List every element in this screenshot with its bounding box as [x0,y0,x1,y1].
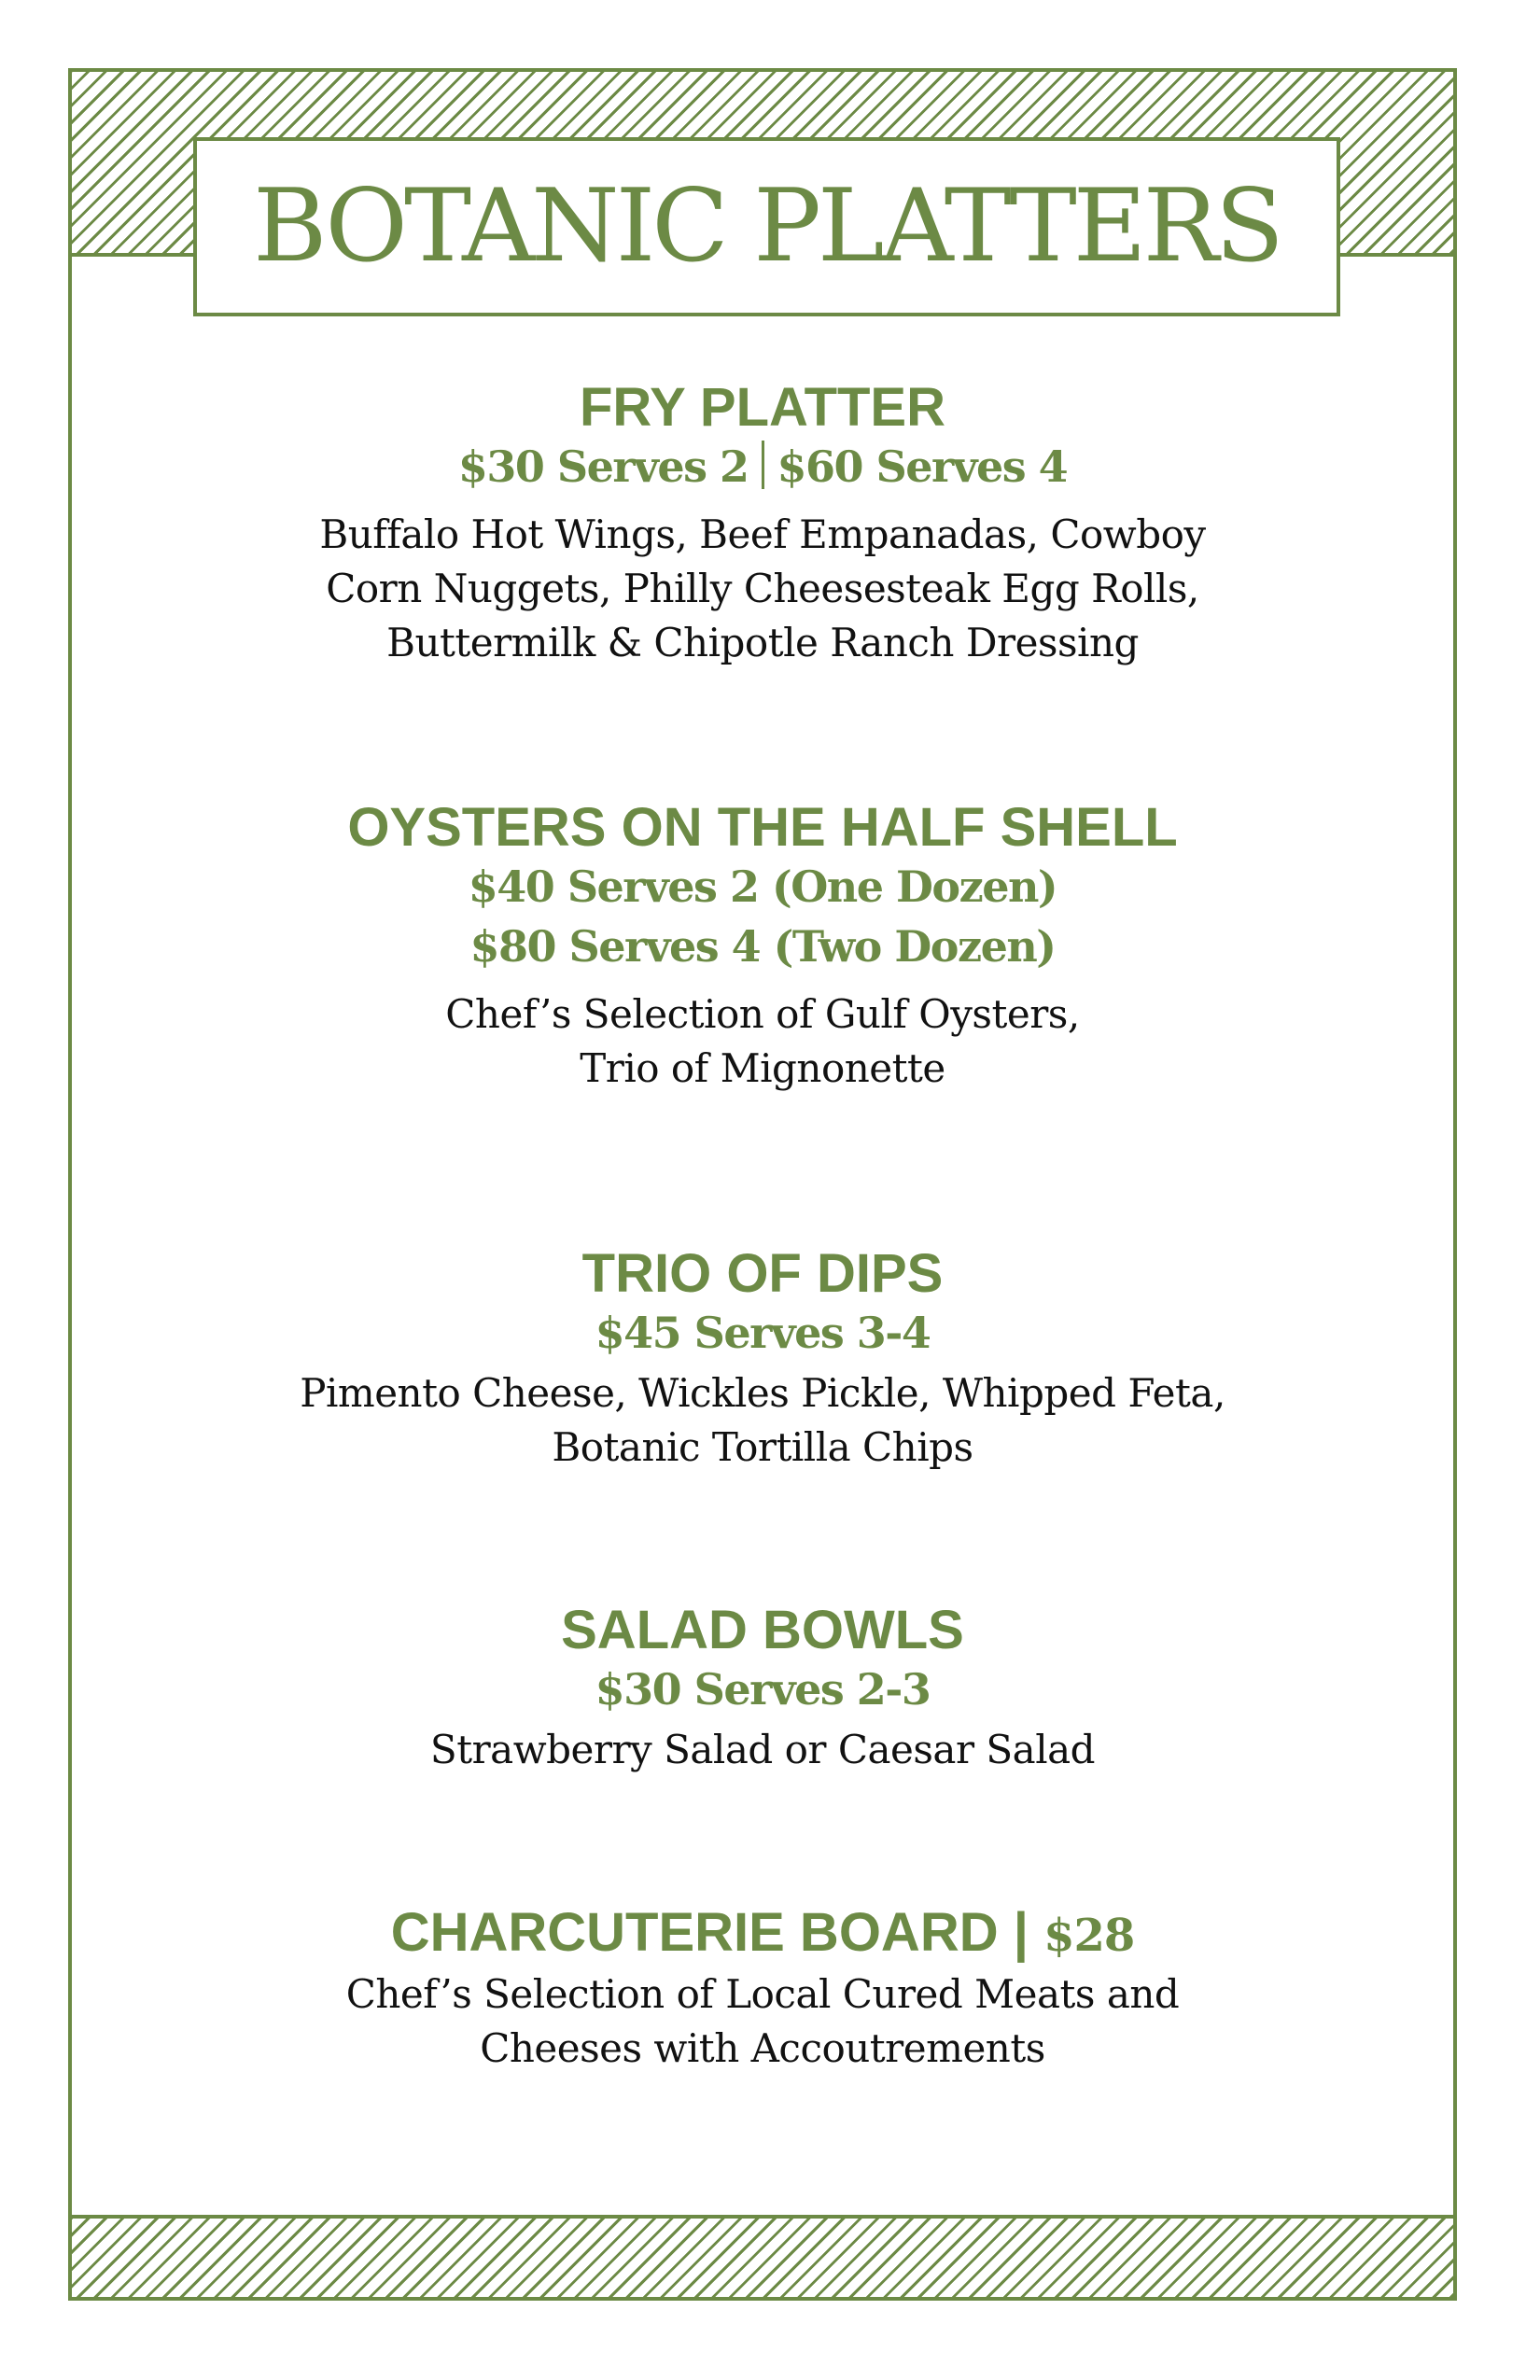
description-line: Chef’s Selection of Gulf Oysters, [445,991,1080,1038]
description-line: Botanic Tortilla Chips [552,1423,973,1470]
section-name: FRY PLATTER [579,377,946,438]
section-name: OYSTERS ON THE HALF SHELL [347,797,1178,858]
section-salad-bowls [68,1598,1457,1777]
price-divider: | [1013,1902,1029,1963]
section-fry-platter [68,375,1457,670]
section-name: TRIO OF DIPS [581,1243,944,1304]
menu-title: BOTANIC PLATTERS [253,168,1281,285]
description-line: Trio of Mignonette [580,1045,945,1092]
section-description [68,1967,1457,2076]
description-line: Chef’s Selection of Local Cured Meats and [345,1970,1180,2017]
section-price [68,437,1457,497]
price-option: $30 Serves 2 [457,441,749,492]
section-name: CHARCUTERIE BOARD [390,1902,999,1963]
section-name: SALAD BOWLS [561,1600,964,1660]
section-description [68,508,1457,670]
description-line: Pimento Cheese, Wickles Pickle, Whipped Feta, [300,1369,1225,1416]
description-line: Cheeses with Accoutrements [480,2024,1045,2071]
description-line: Buttermilk & Chipotle Ranch Dressing [386,619,1139,665]
description-line: Corn Nuggets, Philly Cheesesteak Egg Rolls, [326,565,1199,611]
section-price-line: $80 Serves 4 (Two Dozen) [469,920,1056,972]
section-price-line: $40 Serves 2 (One Dozen) [468,861,1057,912]
section-oysters [68,795,1457,1096]
menu-content [68,0,1457,2380]
description-line: Strawberry Salad or Caesar Salad [429,1726,1096,1772]
section-description [68,1723,1457,1777]
section-trio-of-dips [68,1241,1457,1475]
section-price-line: $30 Serves 2-3 [595,1663,931,1715]
section-description [68,987,1457,1096]
section-price: $28 [1043,1910,1135,1962]
section-description [68,1366,1457,1475]
price-option: $60 Serves 4 [777,441,1068,492]
section-name-row [68,1900,1457,1966]
section-charcuterie-board [68,1900,1457,2076]
description-line: Buffalo Hot Wings, Beef Empanadas, Cowboy [319,511,1206,557]
price-divider [762,441,764,489]
section-price-line: $45 Serves 3-4 [595,1307,931,1358]
